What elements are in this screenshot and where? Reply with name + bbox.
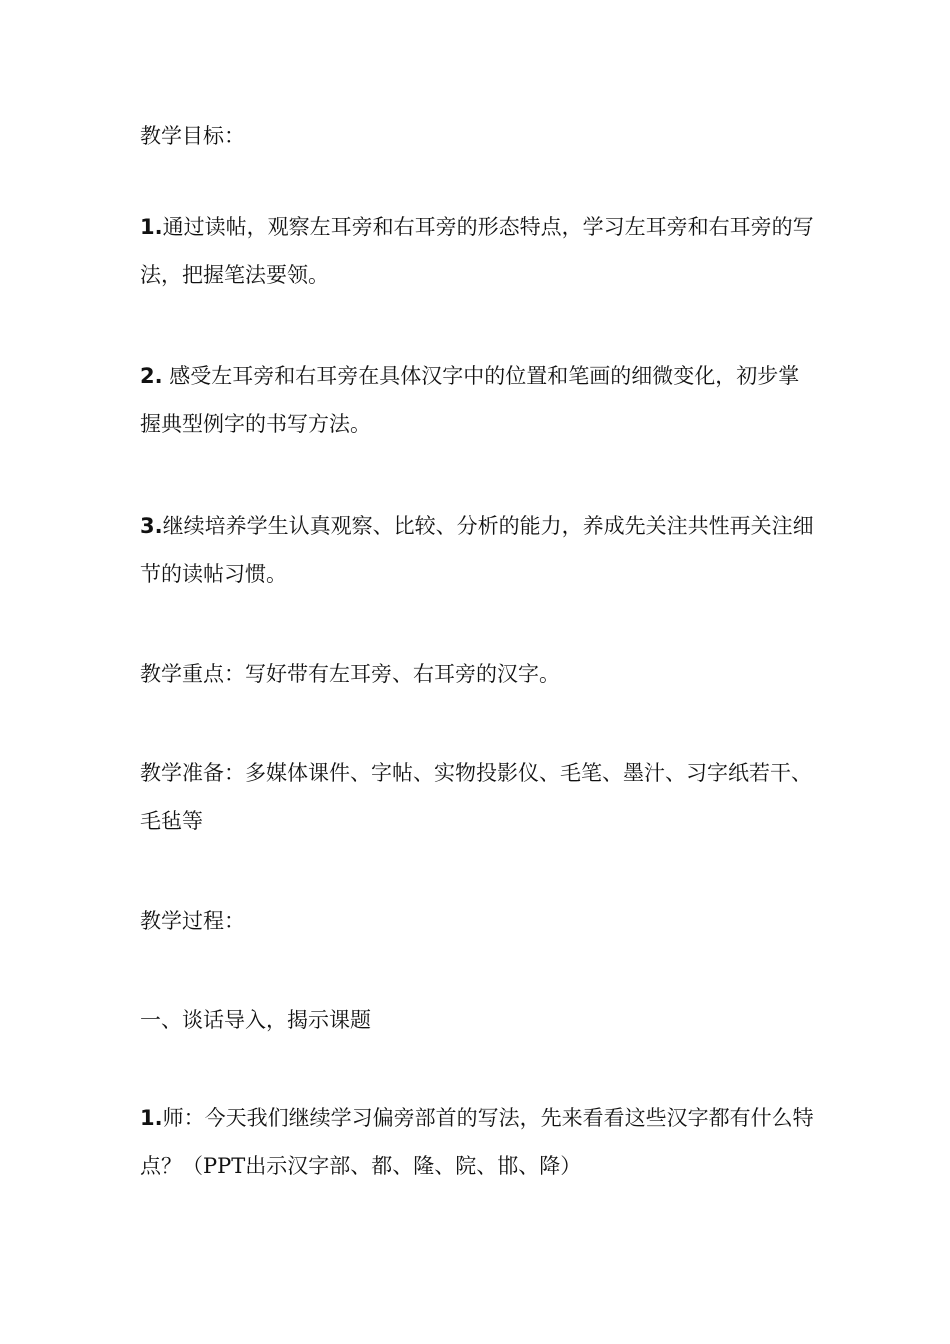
process-heading: 教学过程： — [140, 909, 245, 933]
objectives-heading: 教学目标： — [140, 124, 245, 148]
objective-1: 1.通过读帖，观察左耳旁和右耳旁的形态特点，学习左耳旁和右耳旁的写法，把握笔法要领。 — [140, 215, 814, 287]
preparation: 教学准备：多媒体课件、字帖、实物投影仪、毛笔、墨汁、习字纸若干、毛毡等 — [140, 761, 812, 833]
objective-2: 2. 感受左耳旁和右耳旁在具体汉字中的位置和笔画的细微变化，初步掌握典型例字的书写方法。 — [140, 364, 800, 436]
key-point: 教学重点：写好带有左耳旁、右耳旁的汉字。 — [140, 662, 560, 686]
section-1-heading: 一、谈话导入，揭示课题 — [140, 1008, 371, 1032]
objective-3: 3.继续培养学生认真观察、比较、分析的能力，养成先关注共性再关注细节的读帖习惯。 — [140, 514, 814, 586]
step-1: 1.师：今天我们继续学习偏旁部首的写法，先来看看这些汉字都有什么特点？（PPT出示汉字部、都、隆、院、邯、降） — [140, 1106, 814, 1178]
